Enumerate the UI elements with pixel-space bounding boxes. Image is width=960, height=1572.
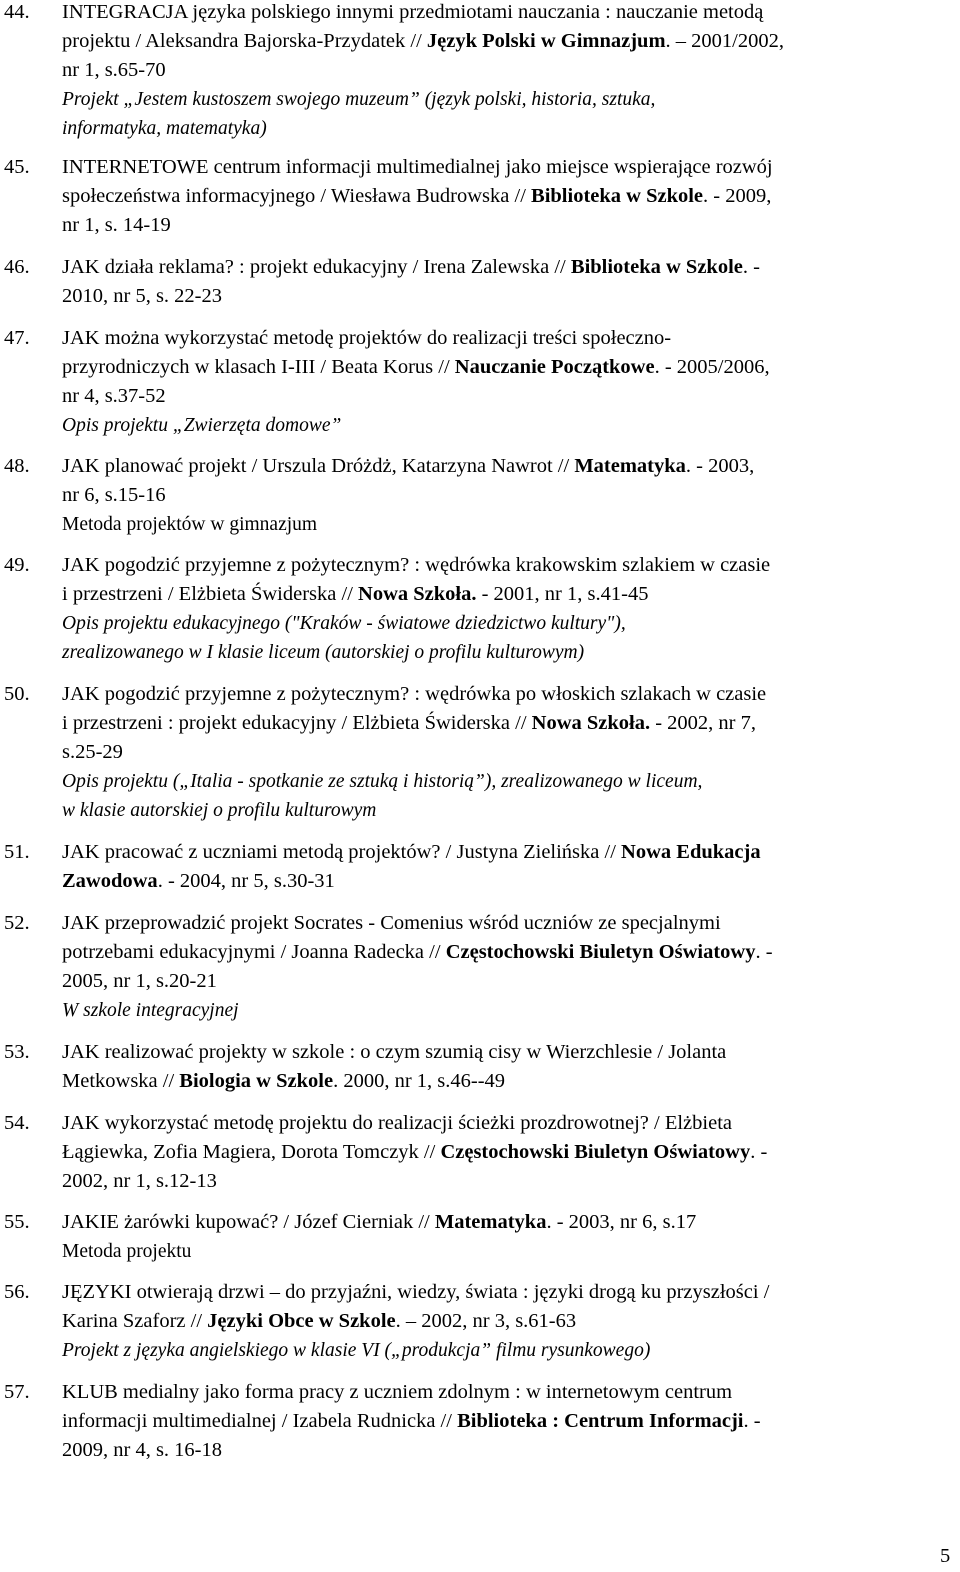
text-run: przyrodniczych w klasach I-III / Beata Korus // (62, 356, 455, 378)
text-run: INTERNETOWE centrum informacji multimedialnej jako miejsce wspierające rozwój (62, 156, 773, 178)
entry-line (62, 738, 942, 767)
text-run: - 2002, nr 7, (650, 712, 757, 734)
text-run: Metkowska // (62, 1070, 180, 1092)
entry-note: Opis projektu „Zwierzęta domowe” (62, 415, 342, 436)
journal-title: Nowa Szkoła. (531, 712, 651, 734)
entry-line (62, 938, 942, 967)
entry-line (62, 253, 942, 282)
journal-title: Język Polski w Gimnazjum (426, 30, 666, 52)
text-run: JAK pogodzić przyjemne z pożytecznym? : wędrówka krakowskim szlakiem w czasie (62, 554, 771, 576)
text-run: potrzebami edukacyjnymi / Joanna Radecka // (62, 941, 446, 963)
text-run: Karina Szaforz // (62, 1310, 208, 1332)
text-run: . – 2001/2002, (665, 30, 784, 52)
entry-line (62, 481, 942, 510)
text-run: JAK planować projekt / Urszula Dróżdż, Katarzyna Nawrot // (62, 455, 575, 477)
entry-line (62, 680, 942, 709)
text-run: . - 2005/2006, (654, 356, 770, 378)
entry-number: 51. (4, 841, 30, 863)
entry-text (62, 153, 942, 240)
text-run: nr 1, s.65-70 (62, 59, 166, 81)
entry-note: Projekt z języka angielskiego w klasie VI („produkcja” filmu rysunkowego) (62, 1340, 651, 1361)
text-run: nr 4, s.37-52 (62, 385, 166, 407)
text-run: JAK pracować z uczniami metodą projektów? / Justyna Zielińska // (62, 841, 622, 863)
entry-line (62, 56, 942, 85)
entry-number: 48. (4, 455, 30, 477)
text-run: społeczeństwa informacyjnego / Wiesława Budrowska // (62, 185, 532, 207)
entry-text (62, 1109, 942, 1196)
text-run: i przestrzeni / Elżbieta Świderska // (62, 583, 359, 605)
entry-number: 44. (4, 1, 30, 23)
text-run: s.25-29 (62, 741, 123, 763)
entry-note: W szkole integracyjnej (62, 1000, 239, 1021)
entry-line (62, 324, 942, 353)
entry-note: Opis projektu edukacyjnego ("Kraków - światowe dziedzictwo kultury"), (62, 613, 626, 634)
text-run: 2002, nr 1, s.12-13 (62, 1170, 217, 1192)
entry-line (62, 1378, 942, 1407)
entry-line (62, 1067, 942, 1096)
entry-line (62, 551, 942, 580)
entry-line (62, 1307, 942, 1336)
entry-line (62, 709, 942, 738)
entry-number: 46. (4, 256, 30, 278)
entry-number: 50. (4, 683, 30, 705)
entry-line (62, 0, 942, 27)
journal-title: Biblioteka w Szkole (570, 256, 743, 278)
text-run: . - (755, 941, 773, 963)
journal-title: Częstochowski Biuletyn Oświatowy (440, 1141, 751, 1163)
page-number: 5 (940, 1545, 951, 1567)
entry-note: Projekt „Jestem kustoszem swojego muzeum” (język polski, historia, sztuka, (62, 89, 656, 110)
entry-line (62, 1138, 942, 1167)
entry-line (62, 1109, 942, 1138)
entry-text (62, 838, 942, 896)
text-run: . - (750, 1141, 768, 1163)
entry-number: 57. (4, 1381, 30, 1403)
entry-note: w klasie autorskiej o profilu kulturowym (62, 800, 377, 821)
journal-title: Częstochowski Biuletyn Oświatowy (445, 941, 756, 963)
journal-title: Biblioteka : Centrum Informacji (457, 1410, 744, 1432)
entry-line (62, 1038, 942, 1067)
text-run: i przestrzeni : projekt edukacyjny / Elżbieta Świderska // (62, 712, 532, 734)
entry-text (62, 680, 942, 825)
text-run: . - 2009, (703, 185, 772, 207)
text-run: JĘZYKI otwierają drzwi – do przyjaźni, wiedzy, świata : języki drogą ku przyszłości / (62, 1281, 770, 1303)
entry-line (62, 153, 942, 182)
text-run: . - 2003, nr 6, s.17 (546, 1211, 697, 1233)
text-run: JAK przeprowadzić projekt Socrates - Comenius wśród uczniów ze specjalnymi (62, 912, 721, 934)
entry-line (62, 867, 942, 896)
entry-line (62, 27, 942, 56)
entry-text (62, 0, 942, 143)
entry-line (62, 182, 942, 211)
entry-line (62, 1208, 942, 1237)
journal-title: Nowa Szkoła. (358, 583, 477, 605)
journal-title: Matematyka (434, 1211, 547, 1233)
journal-title: Języki Obce w Szkole (207, 1310, 396, 1332)
entry-line (62, 282, 942, 311)
text-run: JAK pogodzić przyjemne z pożytecznym? : wędrówka po włoskich szlakach w czasie (62, 683, 767, 705)
text-run: JAK realizować projekty w szkole : o czym szumią cisy w Wierzchlesie / Jolanta (62, 1041, 727, 1063)
entry-note: Metoda projektów w gimnazjum (62, 514, 318, 535)
journal-title: Biblioteka w Szkole (531, 185, 704, 207)
entry-line (62, 382, 942, 411)
entry-number: 55. (4, 1211, 30, 1233)
entry-number: 56. (4, 1281, 30, 1303)
entry-line (62, 1436, 942, 1465)
text-run: 2010, nr 5, s. 22-23 (62, 285, 223, 307)
text-run: nr 1, s. 14-19 (62, 214, 171, 236)
entry-note: Metoda projektu (62, 1241, 192, 1262)
text-run: . 2000, nr 1, s.46--49 (333, 1070, 506, 1092)
entry-number: 53. (4, 1041, 30, 1063)
entry-line (62, 1167, 942, 1196)
text-run: . - (742, 256, 760, 278)
text-run: Łągiewka, Zofia Magiera, Dorota Tomczyk // (62, 1141, 441, 1163)
entry-number: 47. (4, 327, 30, 349)
text-run: . - 2004, nr 5, s.30-31 (157, 870, 335, 892)
entry-number: 45. (4, 156, 30, 178)
text-run: nr 6, s.15-16 (62, 484, 166, 506)
entry-text (62, 1378, 942, 1465)
text-run: INTEGRACJA języka polskiego innymi przedmiotami nauczania : nauczanie metodą (62, 1, 764, 23)
text-run: JAK działa reklama? : projekt edukacyjny / Irena Zalewska // (62, 256, 571, 278)
entry-number: 54. (4, 1112, 30, 1134)
entry-text (62, 1278, 942, 1365)
entry-line (62, 1278, 942, 1307)
text-run: 2009, nr 4, s. 16-18 (62, 1439, 223, 1461)
entry-line (62, 1407, 942, 1436)
text-run: - 2001, nr 1, s.41-45 (476, 583, 649, 605)
entry-text (62, 1038, 942, 1096)
journal-title: Zawodowa (62, 870, 158, 892)
entry-text (62, 551, 942, 667)
text-run: JAK wykorzystać metodę projektu do realizacji ścieżki prozdrowotnej? / Elżbieta (62, 1112, 732, 1134)
text-run: KLUB medialny jako forma pracy z uczniem zdolnym : w internetowym centrum (62, 1381, 733, 1403)
text-run: 2005, nr 1, s.20-21 (62, 970, 217, 992)
entry-line (62, 452, 942, 481)
entry-note: informatyka, matematyka) (62, 118, 267, 139)
entry-text (62, 909, 942, 1025)
entry-number: 52. (4, 912, 30, 934)
entry-line (62, 909, 942, 938)
entry-line (62, 580, 942, 609)
entry-number: 49. (4, 554, 30, 576)
entry-note: zrealizowanego w I klasie liceum (autorskiej o profilu kulturowym) (62, 642, 585, 663)
journal-title: Biologia w Szkole (179, 1070, 334, 1092)
journal-title: Matematyka (574, 455, 686, 477)
entry-text (62, 1208, 942, 1266)
text-run: JAK można wykorzystać metodę projektów do realizacji treści społeczno- (62, 327, 672, 349)
text-run: . – 2002, nr 3, s.61-63 (395, 1310, 577, 1332)
text-run: informacji multimedialnej / Izabela Rudnicka // (62, 1410, 458, 1432)
entry-line (62, 353, 942, 382)
entry-line (62, 211, 942, 240)
text-run: . - 2003, (685, 455, 755, 477)
entry-text (62, 253, 942, 311)
journal-title: Nauczanie Początkowe (454, 356, 655, 378)
journal-title: Nowa Edukacja (621, 841, 761, 863)
entry-text (62, 452, 942, 539)
text-run: . - (743, 1410, 761, 1432)
entry-line (62, 838, 942, 867)
text-run: projektu / Aleksandra Bajorska-Przydatek // (62, 30, 427, 52)
entry-text (62, 324, 942, 440)
entry-note: Opis projektu („Italia - spotkanie ze sztuką i historią”), zrealizowanego w liceum, (62, 771, 703, 792)
entry-line (62, 967, 942, 996)
text-run: JAKIE żarówki kupować? / Józef Cierniak // (62, 1211, 435, 1233)
